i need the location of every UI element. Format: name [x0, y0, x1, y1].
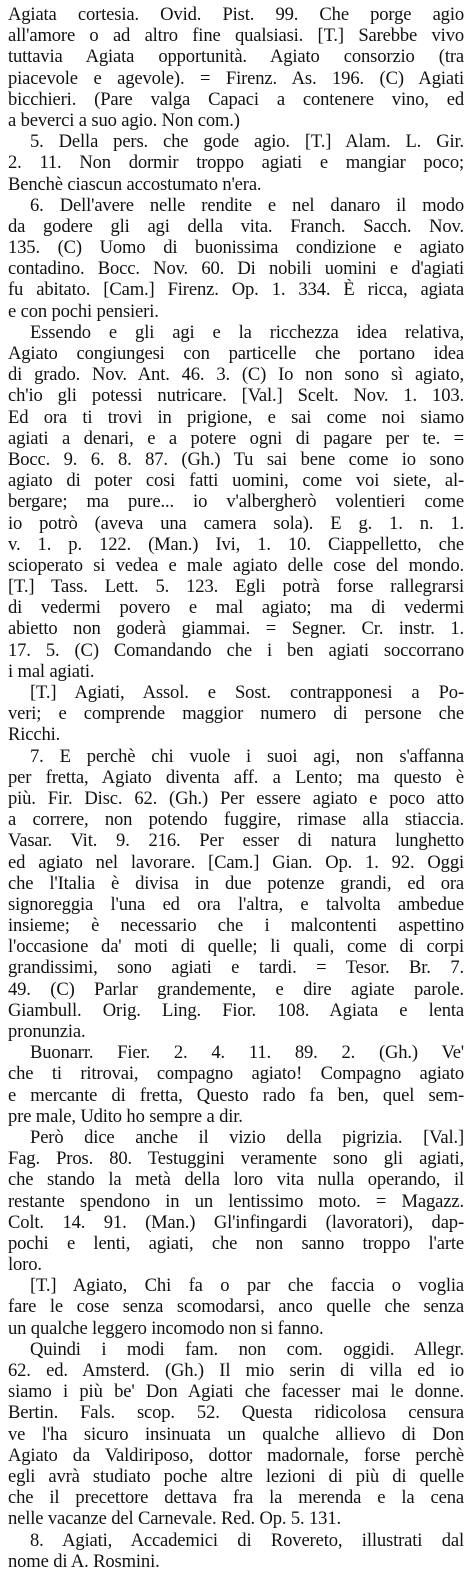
- text-line: Bertin. Fals. scop. 52. Questa ridicolosa censura: [8, 1402, 464, 1424]
- text-line: abietto non goderà giammai. = Segner. Cr. instr. 1.: [8, 618, 464, 640]
- text-line: [T.] Agiati, Assol. e Sost. contrapponesi a Po-: [30, 682, 464, 703]
- text-line: Agiato congiungesi con particelle che portano idea: [8, 343, 464, 364]
- text-line: Essendo e gli agi e la ricchezza idea relativa,: [30, 321, 464, 343]
- text-line: Agiato da Valdiriposo, dottor madornale, forse perchè: [8, 1444, 464, 1466]
- text-line: Quindi i modi fam. non com. oggidi. Allegr.: [30, 1338, 464, 1360]
- text-line: agiati a denari, e a potere ogni di pagare per te. =: [8, 427, 464, 449]
- text-line: che ti ritrovai, compagno agiato! Compagno agiato: [8, 1063, 464, 1085]
- text-line: loro.: [8, 1254, 42, 1276]
- text-line: piacevole e agevole). = Firenz. As. 196. (C) Agiati: [8, 67, 464, 89]
- text-line: agiato di poter cosi fatti uomini, come voi siete, al-: [8, 470, 464, 492]
- text-line: Agiata cortesia. Ovid. Pist. 99. Che porge agio: [8, 4, 464, 25]
- text-line: e con pochi pensieri.: [8, 300, 159, 322]
- text-line: a beverci a suo agio. Non com.): [8, 109, 240, 131]
- text-line: che stando la metà della loro vita nulla operando, il: [8, 1169, 464, 1191]
- text-line: l'occasione da' moti di quelle; li quali, come di corpi: [8, 936, 464, 958]
- text-line: di grado. Nov. Ant. 46. 3. (C) Io non sono sì agiato,: [8, 364, 464, 386]
- text-line: Vasar. Vit. 9. 216. Per esser di natura lunghetto: [8, 830, 464, 852]
- text-line: Ed ora ti trovi in prigione, e sai come noi siamo: [8, 406, 464, 428]
- text-line: egli avrà studiato poche altre lezioni di più di quelle: [8, 1465, 464, 1487]
- text-line: scioperato si vedea e male agiato delle cose del mondo.: [8, 554, 464, 576]
- text-line: Buonarr. Fier. 2. 4. 11. 89. 2. (Gh.) Ve': [30, 1042, 464, 1064]
- text-line: 7. E perchè chi vuole i suoi agi, non s'affanna: [30, 745, 464, 767]
- text-line: Fag. Pros. 80. Testuggini veramente sono gli agiati,: [8, 1148, 464, 1170]
- text-line: Benchè ciascun accostumato n'era.: [8, 173, 262, 195]
- text-line: di vedermi povero e mal agiato; ma di vedermi: [8, 597, 464, 619]
- text-line: pochi e lenti, agiati, che non sanno troppo l'arte: [8, 1232, 464, 1254]
- text-line: Colt. 14. 91. (Man.) Gl'infingardi (lavoratori), dap-: [8, 1211, 464, 1233]
- text-line: grandissimi, sono agiati e tardi. = Tesor. Br. 7.: [8, 957, 464, 979]
- text-line: ed agiato nel lavorare. [Cam.] Gian. Op. 1. 92. Oggi: [8, 851, 464, 873]
- text-line: Ricchi.: [8, 724, 61, 746]
- text-line: 8. Agiati, Accademici di Rovereto, illustrati dal: [30, 1529, 464, 1551]
- text-line: Giambull. Orig. Ling. Fior. 108. Agiata e lenta: [8, 999, 464, 1021]
- text-line: pronunzia.: [8, 1021, 86, 1042]
- text-line: insieme; è necessario che i malcontenti aspettino: [8, 915, 464, 937]
- text-line: v. 1. p. 122. (Man.) Ivi, 1. 10. Ciappelletto, che: [8, 533, 464, 555]
- text-line: i mal agiati.: [8, 660, 95, 682]
- text-line: più. Fir. Disc. 62. (Gh.) Per essere agiato e poco atto: [8, 787, 464, 809]
- text-line: Però dice anche il vizio della pigrizia. [Val.]: [30, 1126, 464, 1148]
- text-line: [T.] Agiato, Chi fa o par che faccia o voglia: [30, 1275, 464, 1297]
- text-line: restante spendono in un lentissimo moto. = Magazz.: [8, 1190, 464, 1212]
- text-line: nelle vacanze del Carnevale. Red. Op. 5. 131.: [8, 1508, 341, 1530]
- text-line: ch'io gli potessi nutricare. [Val.] Scelt. Nov. 1. 103.: [8, 385, 464, 407]
- text-line: fare le cose senza scomodarsi, anco quelle che senza: [8, 1296, 464, 1318]
- text-line: pre male, Udito ho sempre a dir.: [8, 1105, 243, 1127]
- text-line: siamo i più be' Don Agiati che facesser mai le donne.: [8, 1381, 464, 1403]
- text-line: veri; e comprende maggior numero di persone che: [8, 703, 464, 725]
- text-line: ve l'ha sicuro insinuata un qualche allievo di Don: [8, 1423, 464, 1445]
- text-line: fu abitato. [Cam.] Firenz. Op. 1. 334. È ricca, agiata: [8, 279, 464, 301]
- text-line: 2. 11. Non dormir troppo agiati e mangiar poco;: [8, 152, 464, 174]
- text-line: e mercante di fretta, Questo rado fa ben, quel sem-: [8, 1084, 464, 1106]
- text-line: che il precettore dettava fra la merenda e la cena: [8, 1487, 464, 1509]
- text-line: Bocc. 9. 6. 8. 87. (Gh.) Tu sai bene come io sono: [8, 448, 464, 470]
- text-line: 17. 5. (C) Comandando che i ben agiati soccorrano: [8, 639, 464, 661]
- text-line: nome di A. Rosmini.: [8, 1550, 160, 1569]
- text-line: da godere gli agi della vita. Franch. Sacch. Nov.: [8, 215, 464, 237]
- text-line: tuttavia Agiata opportunità. Agiato consorzio (tra: [8, 46, 464, 68]
- text-line: io potrò (aveva una camera sola). E g. 1. n. 1.: [8, 512, 464, 534]
- text-line: bergare; ma pure... io v'albergherò volentieri come: [8, 491, 464, 513]
- text-line: 5. Della pers. che gode agio. [T.] Alam. L. Gir.: [30, 131, 464, 153]
- text-line: 62. ed. Amsterd. (Gh.) Il mio serin di villa ed io: [8, 1360, 464, 1381]
- text-line: un qualche leggero incomodo non si fanno.: [8, 1317, 324, 1339]
- text-line: signoreggia l'una ed ora l'altra, e talvolta ambedue: [8, 893, 464, 915]
- text-line: [T.] Tass. Lett. 5. 123. Egli potrà forse rallegrarsi: [8, 576, 464, 598]
- text-line: 6. Dell'avere nelle rendite e nel danaro il modo: [30, 194, 464, 216]
- text-line: che l'Italia è divisa in due potenze grandi, ed ora: [8, 872, 464, 894]
- text-line: 135. (C) Uomo di buonissima condizione e agiato: [8, 237, 464, 259]
- text-line: all'amore o ad altro fine qualsiasi. [T.] Sarebbe vivo: [8, 25, 464, 47]
- text-line: bicchieri. (Pare valga Capaci a contenere vino, ed: [8, 88, 464, 110]
- text-line: 49. (C) Parlar grandemente, e dire agiate parole.: [8, 978, 464, 1000]
- text-line: contadino. Bocc. Nov. 60. Di nobili uomini e d'agiati: [8, 258, 464, 280]
- text-line: per fretta, Agiato diventa aff. a Lento; ma questo è: [8, 766, 464, 788]
- text-line: a correre, non potendo fuggire, rimase alla stiaccia.: [8, 809, 464, 831]
